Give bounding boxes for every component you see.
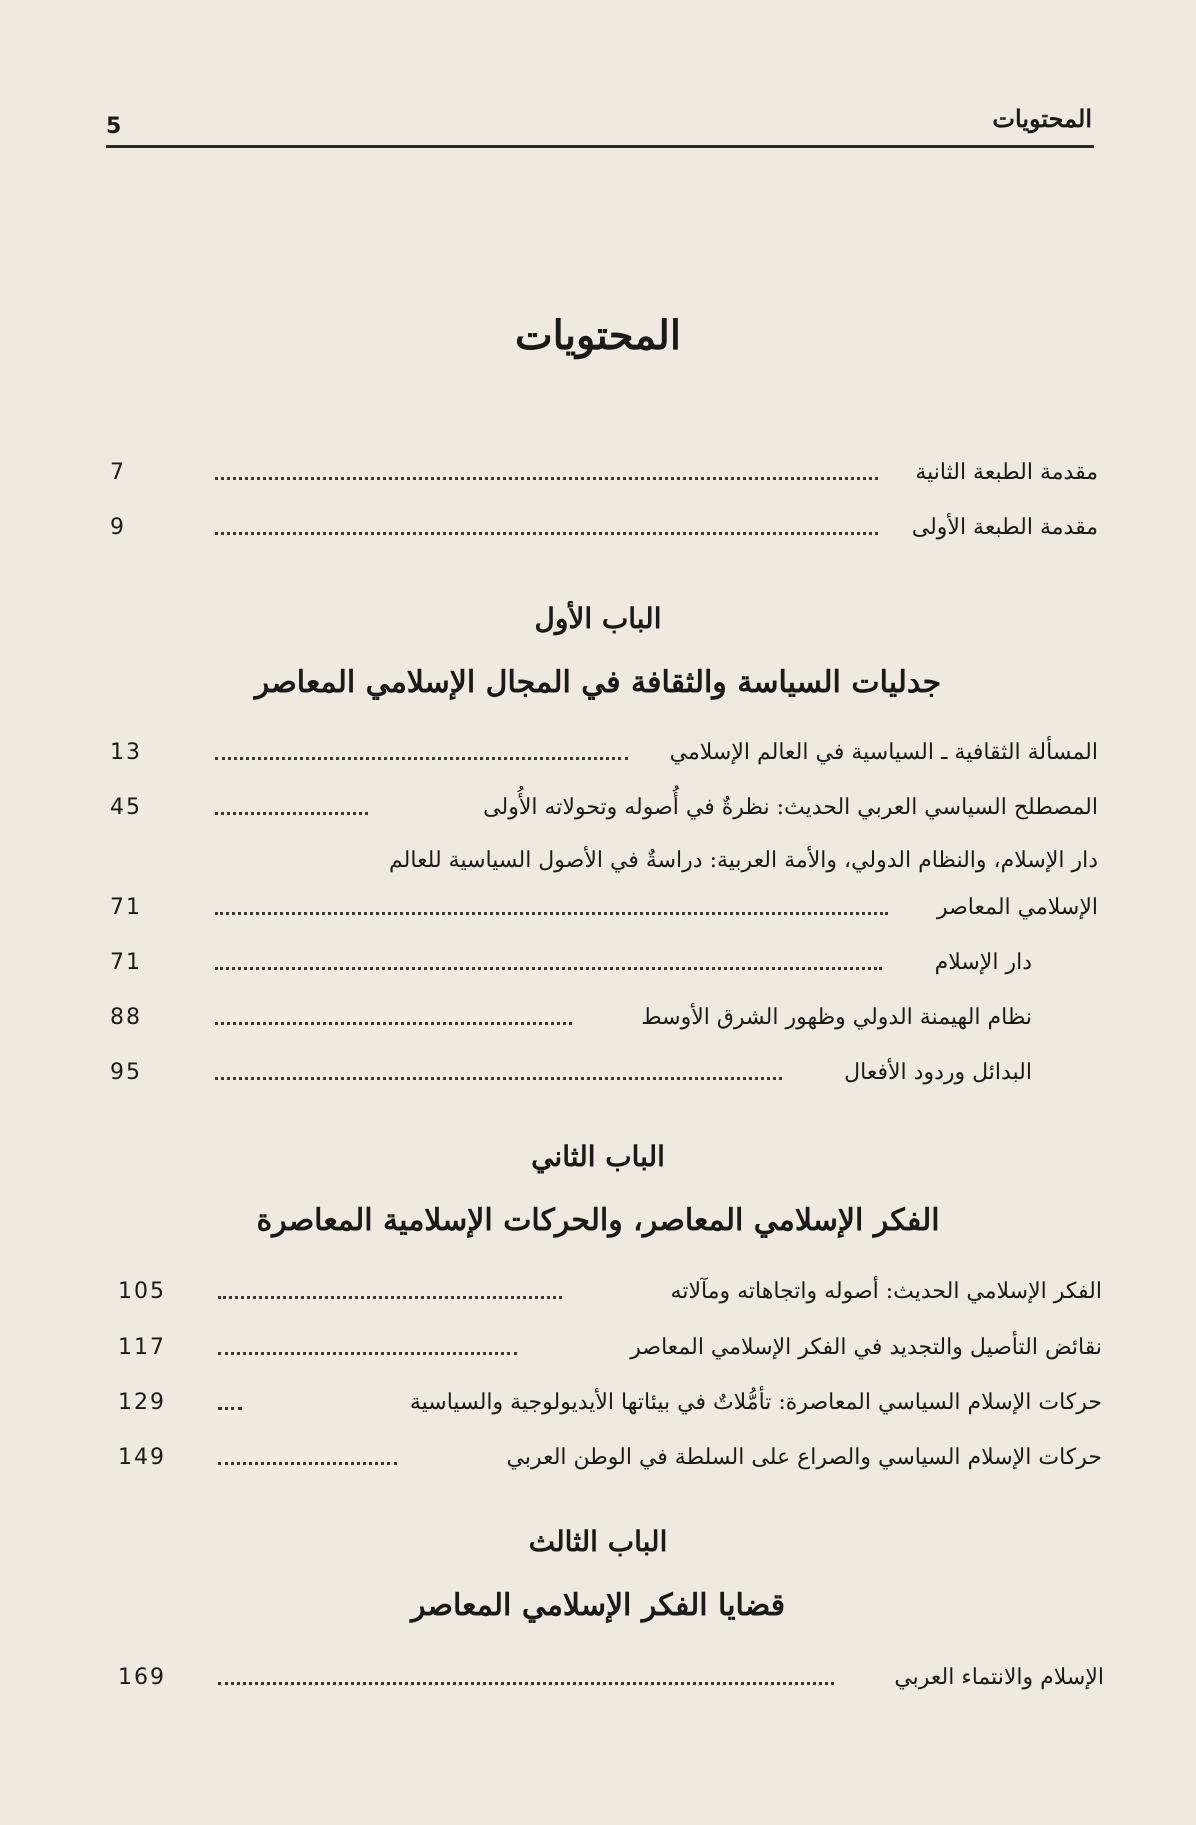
toc-entry <box>118 1274 1102 1310</box>
toc-entry-text: الإسلام والانتماء العربي <box>884 1660 1104 1696</box>
toc-subentry <box>110 945 1032 981</box>
running-header-page-number: 5 <box>106 114 122 139</box>
leader-dots <box>215 477 878 480</box>
toc-subentry-page: 88 <box>110 1005 142 1030</box>
page-title: المحتويات <box>515 312 681 359</box>
part-1-title: جدليات السياسة والثقافة في المجال الإسلامي المعاصر <box>254 665 942 700</box>
leader-dots <box>215 757 628 760</box>
toc-subentry <box>110 1000 1032 1036</box>
toc-entry-page: 169 <box>118 1665 166 1690</box>
toc-entry-page: 105 <box>118 1279 166 1304</box>
leader-dots <box>215 532 878 535</box>
toc-entry-text: حركات الإسلام السياسي المعاصرة: تأمُّلاتٌ في بيئاتها الأيديولوجية والسياسية <box>400 1385 1102 1421</box>
toc-entry-text: مقدمة الطبعة الثانية <box>905 455 1098 491</box>
toc-entry-page: 117 <box>118 1335 166 1360</box>
toc-entry <box>118 1385 1102 1421</box>
part-2-title: الفكر الإسلامي المعاصر، والحركات الإسلامية المعاصرة <box>256 1203 940 1238</box>
toc-subentry <box>110 1055 1032 1091</box>
toc-entry-text: مقدمة الطبعة الأولى <box>902 510 1098 546</box>
leader-dots <box>218 1407 242 1410</box>
leader-dots <box>215 912 888 915</box>
running-header-title: المحتويات <box>992 104 1092 133</box>
toc-entry-text-line-2: الإسلامي المعاصر <box>927 890 1098 926</box>
leader-dots <box>218 1296 562 1299</box>
leader-dots <box>218 1462 397 1465</box>
part-2-label: الباب الثاني <box>531 1140 665 1173</box>
toc-entry-page: 71 <box>110 895 142 920</box>
toc-entry <box>118 1330 1102 1366</box>
toc-subentry-page: 95 <box>110 1060 142 1085</box>
toc-entry-page: 149 <box>118 1445 166 1470</box>
toc-entry-text: المسألة الثقافية ـ السياسية في العالم الإسلامي <box>660 735 1098 771</box>
toc-entry <box>110 455 1098 491</box>
toc-entry-text: الفكر الإسلامي الحديث: أصوله واتجاهاته ومآلاته <box>661 1274 1102 1310</box>
toc-entry <box>118 1440 1102 1476</box>
leader-dots <box>215 1022 572 1025</box>
toc-subentry-text: دار الإسلام <box>925 945 1032 981</box>
leader-dots <box>215 967 882 970</box>
part-1-label: الباب الأول <box>534 602 662 635</box>
toc-entry-text: المصطلح السياسي العربي الحديث: نظرةٌ في أُصوله وتحولاته الأُولى <box>473 790 1098 826</box>
toc-entry-page: 45 <box>110 795 142 820</box>
toc-entry <box>110 890 1098 926</box>
leader-dots <box>215 812 368 815</box>
toc-subentry-text: نظام الهيمنة الدولي وظهور الشرق الأوسط <box>631 1000 1032 1036</box>
toc-entry-page: 13 <box>110 740 142 765</box>
part-3-label: الباب الثالث <box>528 1525 668 1558</box>
part-3-title: قضايا الفكر الإسلامي المعاصر <box>410 1588 786 1623</box>
toc-entry <box>110 735 1098 771</box>
toc-entry <box>118 1660 1104 1696</box>
toc-entry-page: 9 <box>110 515 126 540</box>
toc-entry-text: نقائض التأصيل والتجديد في الفكر الإسلامي المعاصر <box>620 1330 1102 1366</box>
toc-entry-text: حركات الإسلام السياسي والصراع على السلطة في الوطن العربي <box>497 1440 1103 1476</box>
toc-entry-text-line-1: دار الإسلام، والنظام الدولي، والأمة العربية: دراسةٌ في الأصول السياسية للعالم <box>389 848 1098 873</box>
leader-dots <box>218 1352 517 1355</box>
toc-subentry-text: البدائل وردود الأفعال <box>834 1055 1032 1091</box>
toc-entry <box>110 510 1098 546</box>
toc-entry-page: 7 <box>110 460 126 485</box>
header-rule <box>106 145 1094 148</box>
toc-entry-page: 129 <box>118 1390 166 1415</box>
toc-entry <box>110 790 1098 826</box>
toc-subentry-page: 71 <box>110 950 142 975</box>
leader-dots <box>218 1682 834 1685</box>
leader-dots <box>215 1077 782 1080</box>
